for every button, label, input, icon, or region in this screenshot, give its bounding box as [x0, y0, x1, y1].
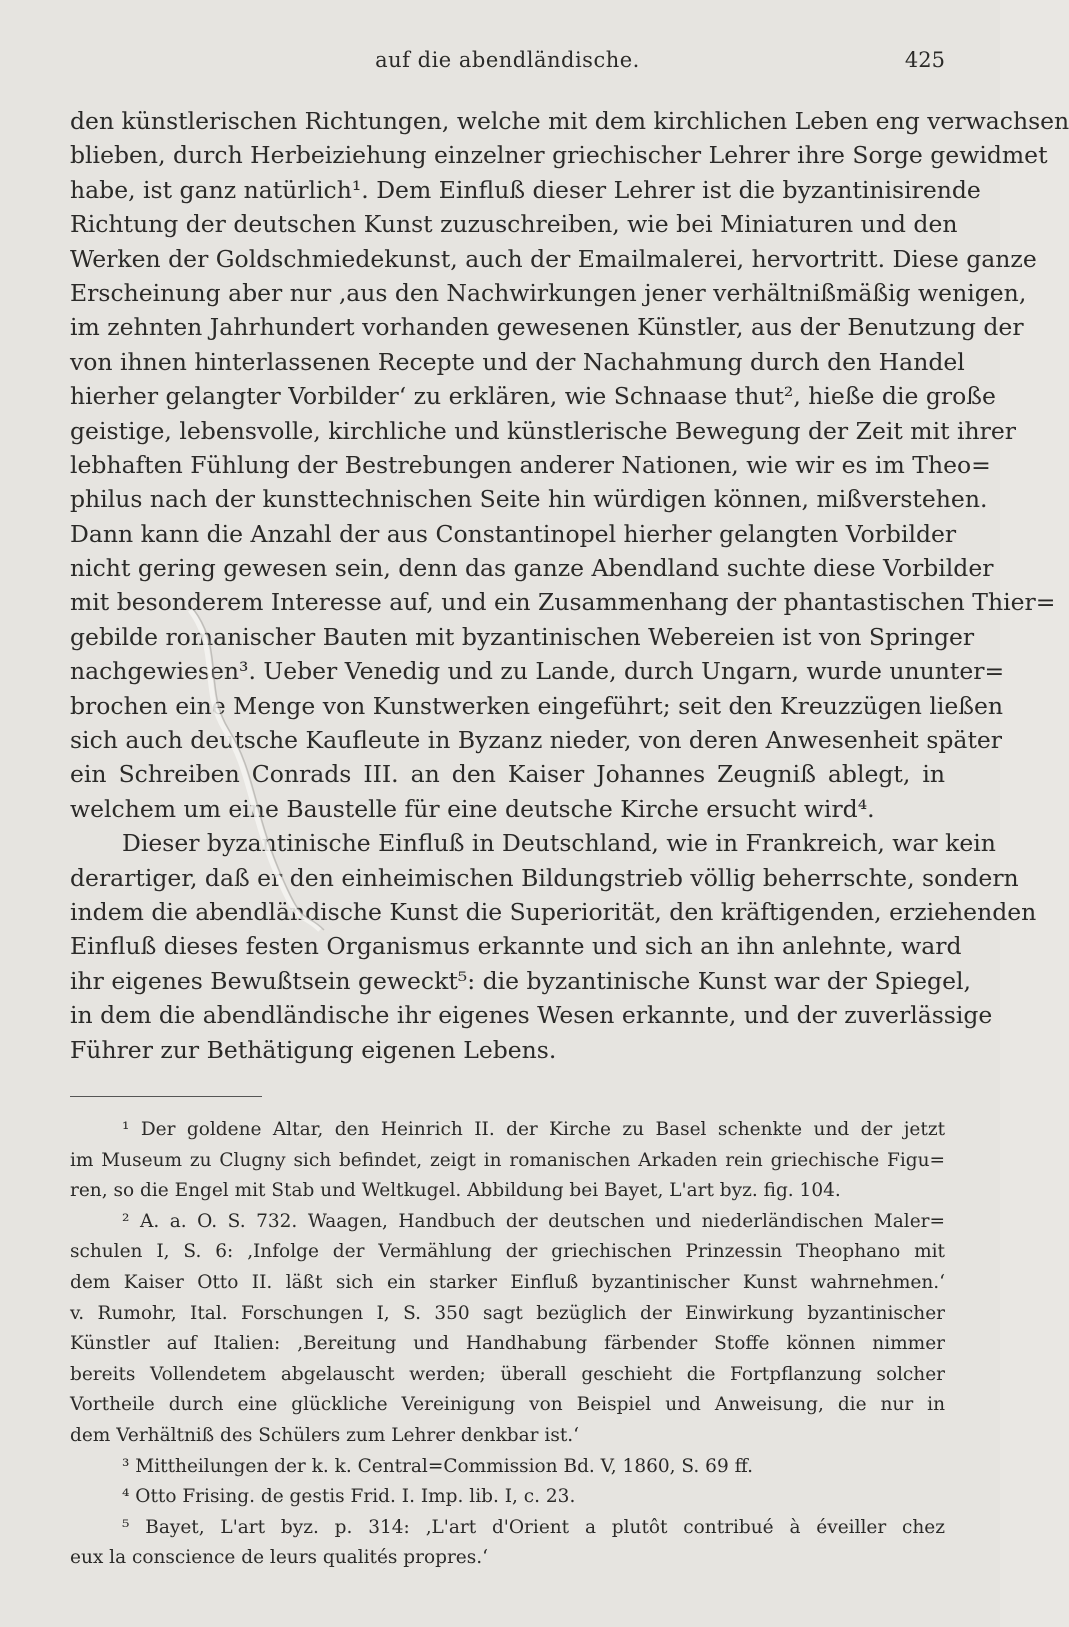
- text-line: im zehnten Jahrhundert vorhanden gewesenen Künstler, aus der Benutzung der: [70, 313, 1024, 342]
- text-line: Dieser byzantinische Einfluß in Deutschland, wie in Frankreich, war kein: [122, 829, 996, 858]
- text-line: Richtung der deutschen Kunst zuzuschreiben, wie bei Miniaturen und den: [70, 210, 958, 239]
- text-line: den künstlerischen Richtungen, welche mit dem kirchlichen Leben eng verwachsen: [70, 107, 1069, 135]
- text-line: Einfluß dieses festen Organismus erkannte und sich an ihn anlehnte, ward: [70, 932, 962, 961]
- text-line: in dem die abendländische ihr eigenes Wesen erkannte, und der zuverlässige: [70, 1001, 993, 1030]
- page-number: 425: [904, 48, 945, 72]
- footnote-divider: [70, 1096, 262, 1097]
- footnote-line: bereits Vollendetem abgelauscht werden; überall geschieht die Fortpflanzung solcher: [70, 1363, 945, 1385]
- text-line: welchem um eine Baustelle für eine deutsche Kirche ersucht wird⁴.: [70, 794, 875, 823]
- text-line: mit besonderem Interesse auf, und ein Zusammenhang der phantastischen Thier=: [70, 588, 1056, 617]
- text-line: habe, ist ganz natürlich¹. Dem Einfluß dieser Lehrer ist die byzantinisirende: [70, 175, 981, 204]
- footnote-line: Vortheile durch eine glückliche Vereinigung von Beispiel und Anweisung, die nur in: [70, 1394, 945, 1416]
- text-line: ihr eigenes Bewußtsein geweckt⁵: die byzantinische Kunst war der Spiegel,: [70, 966, 971, 995]
- footnote-line: ren, so die Engel mit Stab und Weltkugel. Abbildung bei Bayet, L'art byz. fig. 104.: [70, 1180, 841, 1202]
- text-line: derartiger, daß er den einheimischen Bildungstrieb völlig beherrschte, sondern: [70, 863, 1019, 892]
- footnote-line: ² A. a. O. S. 732. Waagen, Handbuch der deutschen und niederländischen Maler=: [122, 1210, 945, 1232]
- text-line: nicht gering gewesen sein, denn das ganze Abendland suchte diese Vorbilder: [70, 554, 994, 583]
- footnotes: [70, 1115, 945, 1574]
- text-line: nachgewiesen³. Ueber Venedig und zu Lande, durch Ungarn, wurde ununter=: [70, 657, 1005, 686]
- footnote-line: eux la conscience de leurs qualités propres.‘: [70, 1547, 489, 1569]
- footnote-line: ⁵ Bayet, L'art byz. p. 314: ‚L'art d'Orient a plutôt contribué à éveiller chez: [122, 1516, 945, 1538]
- text-line: lebhaften Fühlung der Bestrebungen anderer Nationen, wie wir es im Theo=: [70, 450, 991, 479]
- footnote-line: ¹ Der goldene Altar, den Heinrich II. der Kirche zu Basel schenkte und der jetzt: [122, 1119, 945, 1140]
- main-text: [70, 104, 1069, 1067]
- footnote-line: Künstler auf Italien: ‚Bereitung und Handhabung färbender Stoffe können nimmer: [70, 1333, 945, 1355]
- text-line: Dann kann die Anzahl der aus Constantinopel hierher gelangten Vorbilder: [70, 519, 957, 548]
- running-head: auf die abendländische.: [375, 48, 640, 72]
- footnote-line: v. Rumohr, Ital. Forschungen I, S. 350 sagt bezüglich der Einwirkung byzantinischer: [70, 1302, 945, 1324]
- text-line: Werken der Goldschmiedekunst, auch der Emailmalerei, hervortritt. Diese ganze: [70, 244, 1037, 273]
- text-line: hierher gelangter Vorbilder‘ zu erklären, wie Schnaase thut², hieße die große: [70, 382, 996, 411]
- footnote-line: ⁴ Otto Frising. de gestis Frid. I. Imp. lib. I, c. 23.: [122, 1486, 576, 1508]
- footnote-line: dem Kaiser Otto II. läßt sich ein starker Einfluß byzantinischer Kunst wahrnehmen.‘: [70, 1271, 945, 1293]
- text-line: brochen eine Menge von Kunstwerken eingeführt; seit den Kreuzzügen ließen: [70, 691, 1004, 720]
- footnote-line: ³ Mittheilungen der k. k. Central=Commission Bd. V, 1860, S. 69 ff.: [122, 1455, 753, 1477]
- text-line: Erscheinung aber nur ‚aus den Nachwirkungen jener verhältnißmäßig wenigen,: [70, 278, 1027, 307]
- page-header: [70, 48, 945, 82]
- text-line: philus nach der kunsttechnischen Seite hin würdigen können, mißverstehen.: [70, 485, 988, 514]
- text-line: gebilde romanischer Bauten mit byzantinischen Webereien ist von Springer: [70, 622, 975, 651]
- footnote-line: im Museum zu Clugny sich befindet, zeigt in romanischen Arkaden rein griechische Figu=: [70, 1149, 945, 1171]
- text-line: ein Schreiben Conrads III. an den Kaiser Johannes Zeugniß ablegt, in: [70, 760, 945, 789]
- footnote-line: dem Verhältniß des Schülers zum Lehrer denkbar ist.‘: [70, 1424, 580, 1446]
- footnote-line: schulen I, S. 6: ‚Infolge der Vermählung der griechischen Prinzessin Theophano mit: [70, 1241, 945, 1263]
- text-line: indem die abendländische Kunst die Superiorität, den kräftigenden, erziehenden: [70, 897, 1037, 926]
- text-line: sich auch deutsche Kaufleute in Byzanz nieder, von deren Anwesenheit später: [70, 726, 1003, 755]
- text-line: geistige, lebensvolle, kirchliche und künstlerische Bewegung der Zeit mit ihrer: [70, 416, 1017, 445]
- text-line: von ihnen hinterlassenen Recepte und der Nachahmung durch den Handel: [70, 347, 965, 376]
- text-line: Führer zur Bethätigung eigenen Lebens.: [70, 1035, 557, 1064]
- text-line: blieben, durch Herbeiziehung einzelner griechischer Lehrer ihre Sorge gewidmet: [70, 141, 1048, 170]
